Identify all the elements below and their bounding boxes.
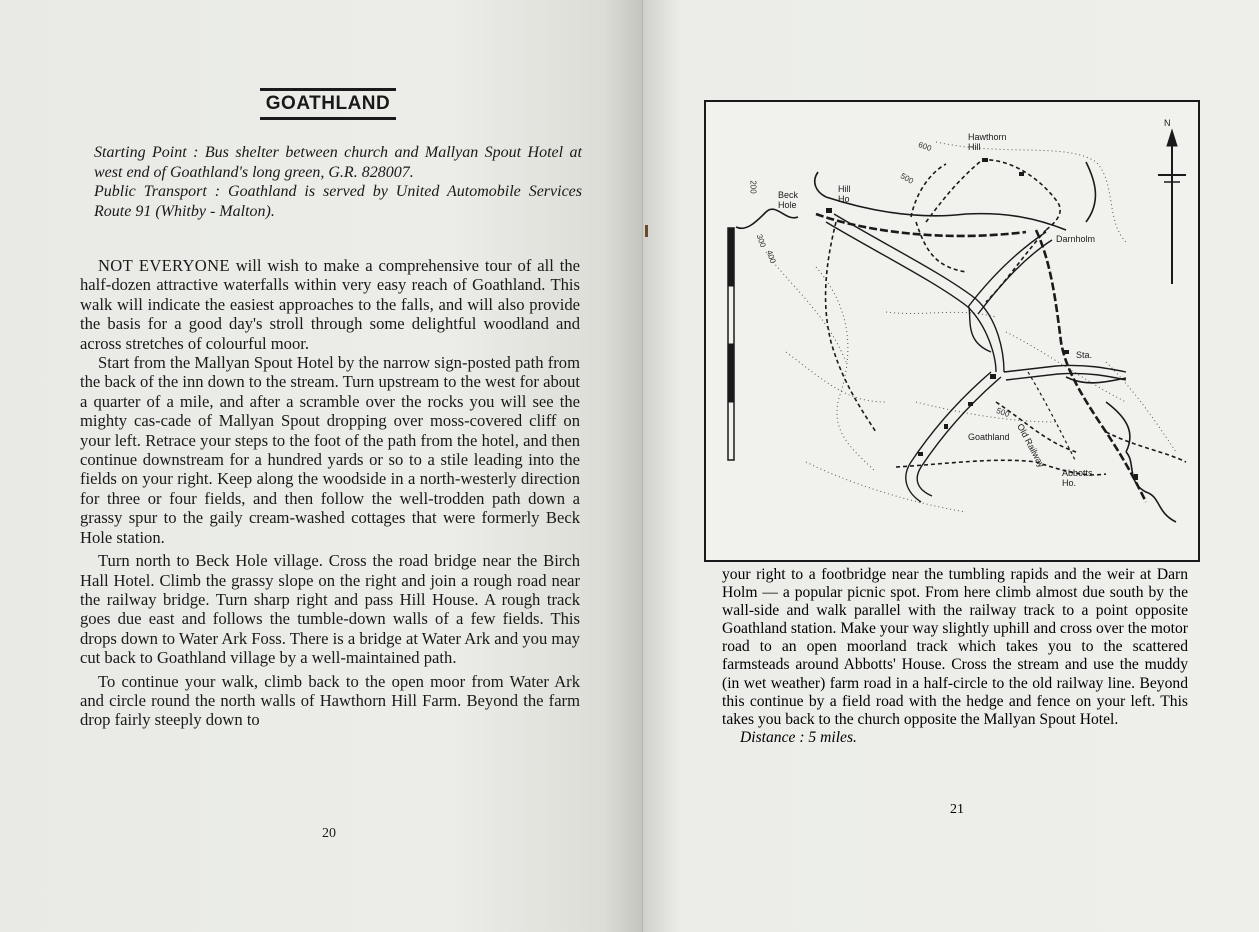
bookmark-thread — [645, 225, 648, 237]
map-drawing — [706, 102, 1198, 560]
railway — [816, 214, 1146, 502]
map-label-goathland: Goathland — [968, 432, 1010, 442]
map-label-hill-ho: Hill Ho — [838, 184, 851, 204]
walking-route — [826, 160, 1186, 475]
right-paragraph: your right to a footbridge near the tumbling rapids and the weir at Darn Holm — a popular picnic spot. From here climb almost due south by the wall-side and walk parallel with the railway track to a point opposite Goathland station. Make your way slightly uphill and cross over the motor road to an open moorland track which takes you to the scattered farmsteads around Abbotts' House. Cross the stream and use the muddy (in wet weather) farm road in a half-circle to the old railway line. Beyond this continue by a field road with the hedge and fence on your left. This takes you back to the church opposite the Mallyan Spout Hotel. — [722, 566, 1188, 728]
paragraph-4: To continue your walk, climb back to the open moor from Water Ark and circle round the north walls of Hawthorn Hill Farm. Beyond the farm drop fairly steeply down to — [80, 671, 580, 730]
map-label-old-railway: Old Railway — [1015, 422, 1047, 470]
right-body-text — [722, 566, 1188, 747]
paragraph-2: Start from the Mallyan Spout Hotel by the narrow sign-posted path from the back of the inn down to the stream. Turn upstream to the west for about a quarter of a mile, and after a scramble over the rocks you will see the mighty cas-cade of Mallyan Spout dropping over moss-covered cliff on your left. Retrace your steps to the foot of the path from the hotel, and then continue downstream for a hundred yards or so to a stile leading into the fields on your right. Keep along the woodside in a north-westerly direction for three or four fields, and then follow the well-trodden path down a grassy spur to the gaily cream-washed cottages that were formerly Beck Hole station. — [80, 353, 580, 547]
paragraph-1-rest: will wish to make a comprehensive tour of all the half-dozen attractive waterfalls within very easy reach of Goathland. This walk will indicate the easiest approaches to the falls, and will also provide the basis for a good day's stroll through some delightful woodland and across stretches of colourful moor. — [80, 256, 580, 353]
page-number-left: 20 — [322, 826, 336, 841]
map-label-station: Sta. — [1076, 350, 1093, 360]
contour-label-500-south: 500 — [995, 406, 1011, 420]
lead-caps: NOT EVERYONE — [98, 256, 230, 275]
contour-label-300: 300 — [754, 233, 768, 249]
contour-label-600: 600 — [917, 140, 933, 154]
left-body-text — [80, 256, 580, 730]
paragraph-1 — [80, 256, 580, 353]
map-label-hawthorn-hill: Hawthorn Hill — [968, 132, 1007, 152]
route-map — [704, 100, 1200, 562]
paragraph-3: Turn north to Beck Hole village. Cross the road bridge near the Birch Hall Hotel. Climb the grassy slope on the right and join a rough road near the railway bridge. Turn sharp right and pass Hill House. A rough track goes due east and follows the tumble-down walls of a few fields. This drops down to Water Ark Foss. There is a bridge at Water Ark and you may cut back to Goathland village by a well-maintained path. — [80, 551, 580, 668]
public-transport: Public Transport : Goathland is served by United Automobile Services Route 91 (Whitby - Malton). — [94, 183, 582, 220]
starting-point: Starting Point : Bus shelter between church and Mallyan Spout Hotel at west end of Goathland's long green, G.R. 828007. — [94, 144, 582, 181]
north-arrow-icon — [1158, 130, 1186, 284]
scale-bar — [728, 228, 734, 460]
title-block — [260, 88, 396, 120]
title-rule-bottom — [260, 117, 396, 120]
map-label-beck-hole: Beck Hole — [778, 190, 799, 210]
stream — [736, 162, 1176, 522]
walk-info — [94, 143, 582, 221]
contour-label-500-north: 500 — [898, 171, 915, 186]
map-label-north: N — [1164, 118, 1171, 128]
page-number-right: 21 — [950, 802, 964, 817]
page-title: GOATHLAND — [265, 93, 391, 114]
contour-label-200: 200 — [748, 180, 758, 194]
contour-label-400: 400 — [764, 249, 778, 265]
map-label-abbotts-ho: Abbotts Ho. — [1062, 468, 1093, 488]
map-label-darnholm: Darnholm — [1056, 234, 1096, 244]
walk-distance: Distance : 5 miles. — [740, 728, 857, 746]
